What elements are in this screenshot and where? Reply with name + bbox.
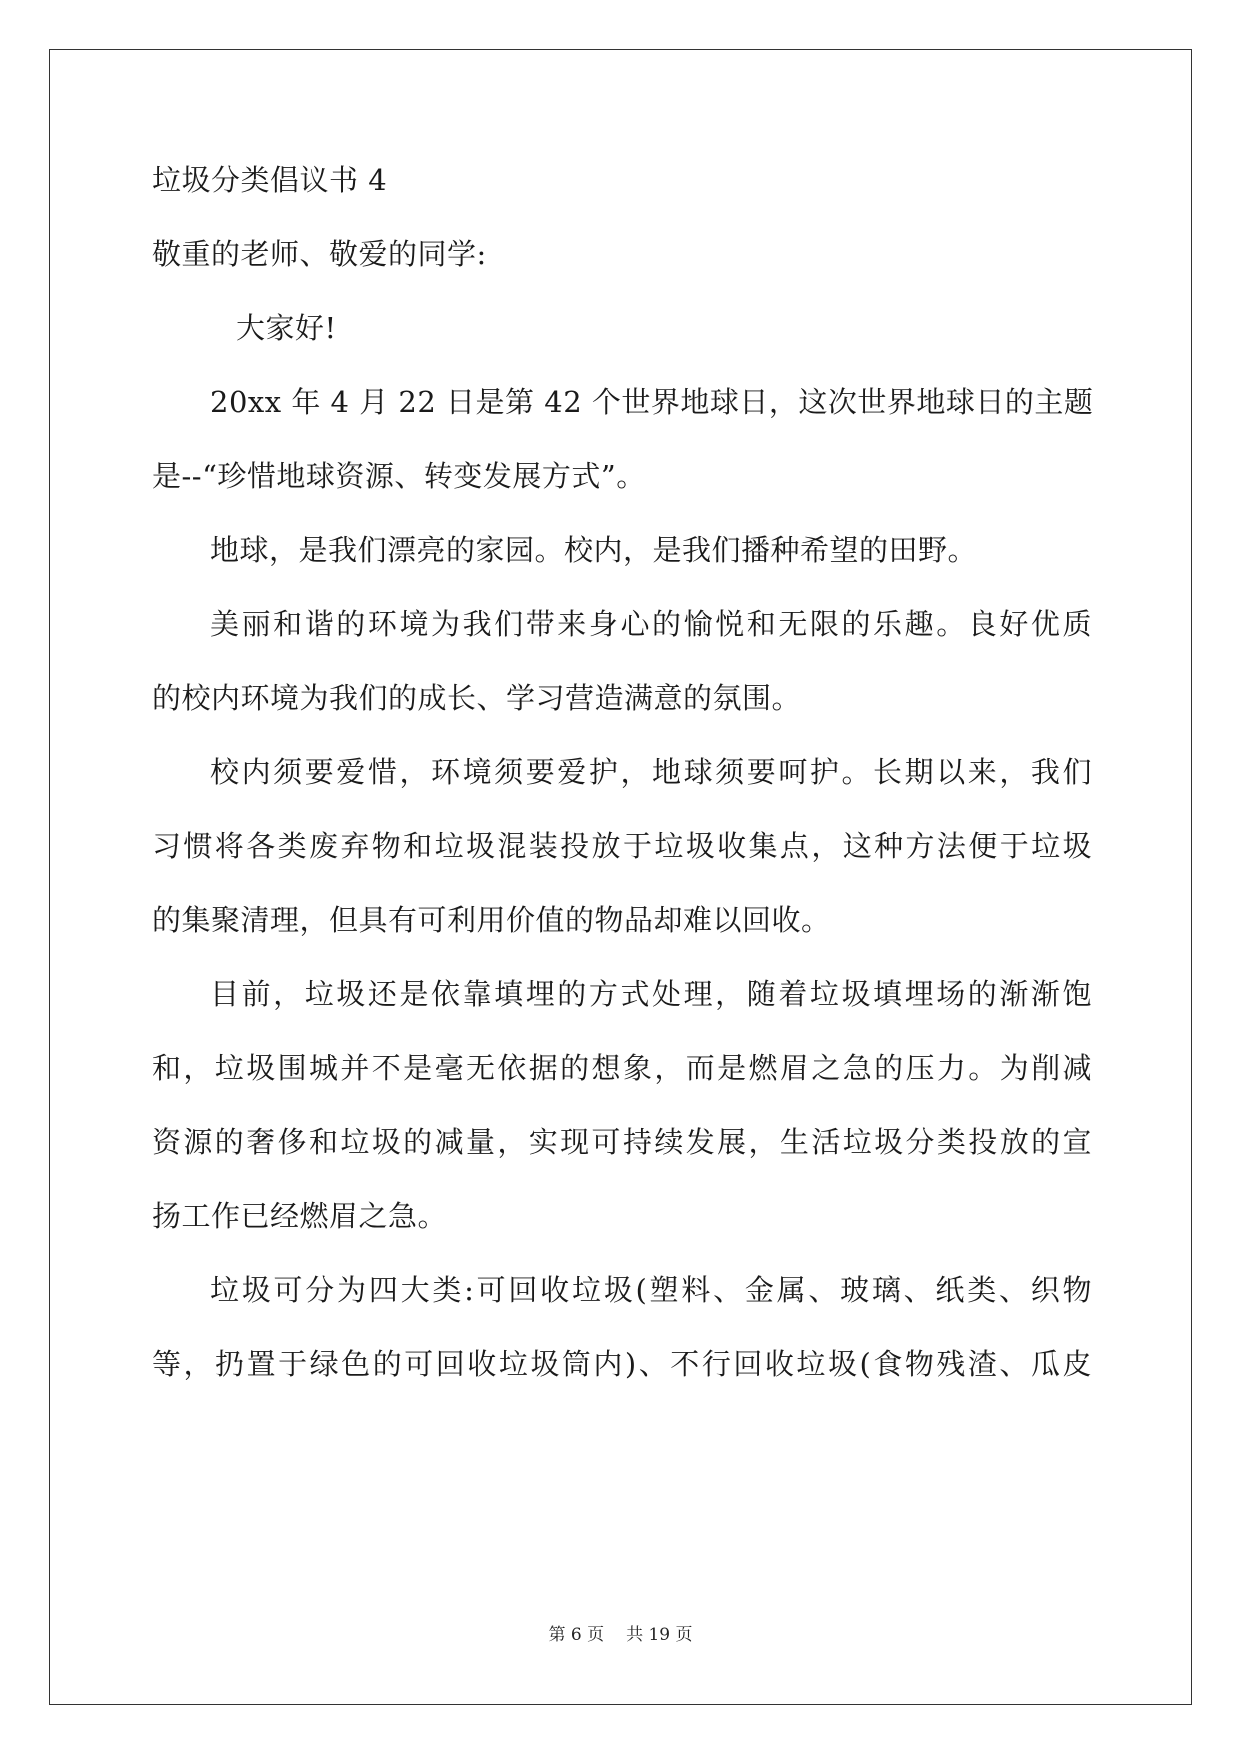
page-number: 第 6 页 [548, 1625, 605, 1645]
paragraph-line: 20xx 年 4 月 22 日是第 42 个世界地球日，这次世界地球日的主题 [210, 385, 1094, 419]
paragraph-line: 等，扔置于绿色的可回收垃圾筒内)、不行回收垃圾(食物残渣、瓜皮 [152, 1347, 1092, 1381]
paragraph-line: 校内须要爱惜，环境须要爱护，地球须要呵护。长期以来，我们 [210, 755, 1092, 789]
paragraph-line: 的集聚清理，但具有可利用价值的物品却难以回收。 [152, 903, 831, 937]
doc-title: 垃圾分类倡议书 4 [152, 163, 388, 197]
paragraph-line: 目前，垃圾还是依靠填埋的方式处理，随着垃圾填埋场的渐渐饱 [210, 977, 1092, 1011]
paragraph-line: 美丽和谐的环境为我们带来身心的愉悦和无限的乐趣。良好优质 [210, 607, 1092, 641]
paragraph-line: 垃圾可分为四大类:可回收垃圾(塑料、金属、玻璃、纸类、织物 [210, 1273, 1092, 1307]
paragraph-line: 资源的奢侈和垃圾的减量，实现可持续发展，生活垃圾分类投放的宣 [152, 1125, 1092, 1159]
paragraph-line: 的校内环境为我们的成长、学习营造满意的氛围。 [152, 681, 802, 715]
paragraph-line: 扬工作已经燃眉之急。 [152, 1199, 448, 1233]
paragraph-line: 习惯将各类废弃物和垃圾混装投放于垃圾收集点，这种方法便于垃圾 [152, 829, 1092, 863]
paragraph-line: 是--“珍惜地球资源、转变发展方式”。 [152, 459, 646, 493]
paragraph-line: 和，垃圾围城并不是毫无依据的想象，而是燃眉之急的压力。为削减 [152, 1051, 1092, 1085]
paragraph-line: 地球，是我们漂亮的家园。校内，是我们播种希望的田野。 [210, 533, 978, 567]
salutation: 敬重的老师、敬爱的同学: [152, 237, 487, 271]
page-total: 共 19 页 [626, 1625, 693, 1645]
greeting: 大家好! [236, 311, 337, 345]
page-border [49, 49, 1192, 1705]
page-footer [0, 1624, 1241, 1646]
